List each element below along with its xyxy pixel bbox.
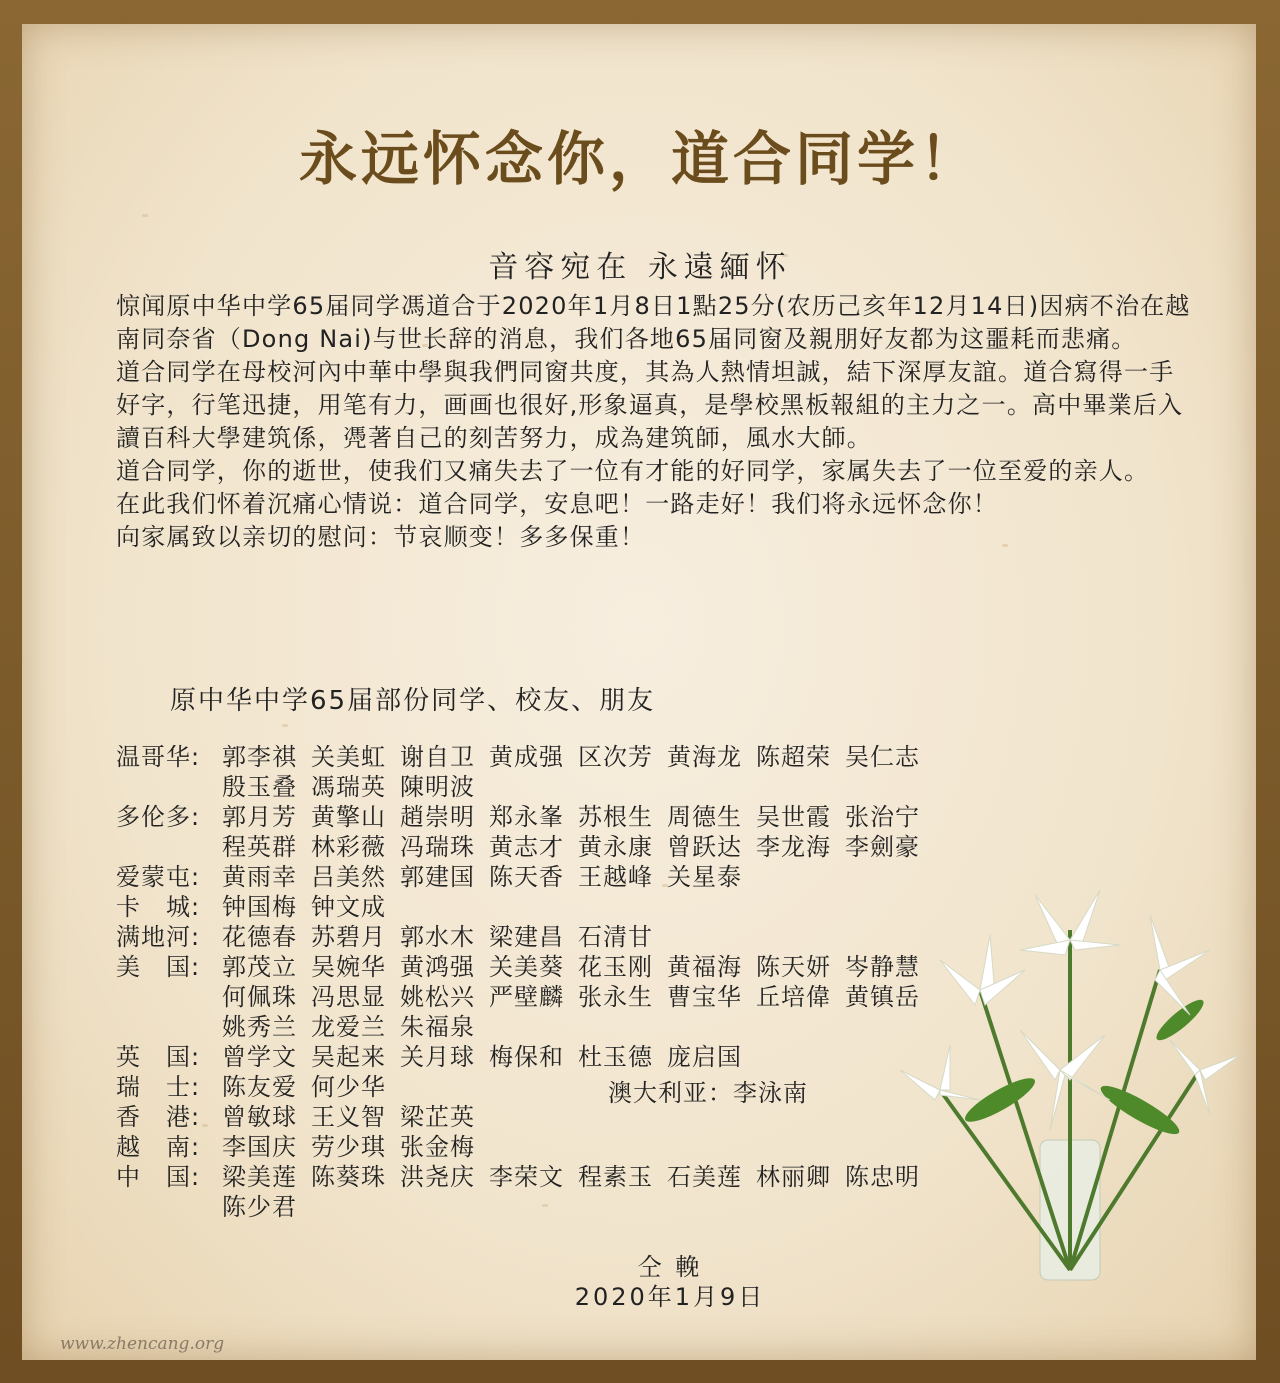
- person-name: 丘培偉: [756, 983, 831, 1011]
- name-list: [222, 952, 992, 1042]
- person-name: 陈天香: [489, 863, 564, 891]
- person-name: 程素玉: [578, 1163, 653, 1191]
- person-name: 杜玉德: [578, 1043, 653, 1071]
- person-name: 关星泰: [667, 863, 742, 891]
- person-name: 黄雨幸: [222, 863, 297, 891]
- place-label: 爱蒙屯:: [116, 863, 201, 891]
- person-name: 梁芷英: [400, 1103, 475, 1131]
- person-name: 陈友爱: [222, 1073, 297, 1101]
- person-name: 谢自卫: [400, 743, 475, 771]
- person-name: 陈超荣: [756, 743, 831, 771]
- place-label: 卡 城:: [116, 893, 201, 921]
- person-name: 林丽卿: [756, 1163, 831, 1191]
- person-name: 龙爱兰: [311, 1013, 386, 1041]
- names-row: [116, 1042, 992, 1072]
- person-name: 黄擎山: [311, 803, 386, 831]
- name-list: [222, 742, 992, 802]
- person-name: 郭月芳: [222, 803, 297, 831]
- person-name: 曾敏球: [222, 1103, 297, 1131]
- person-name: 黄福海: [667, 953, 742, 981]
- person-name: 钟文成: [311, 893, 386, 921]
- place-label: 中 国:: [116, 1163, 201, 1191]
- paragraph: 向家属致以亲切的慰问：节哀顺变！多多保重！: [116, 523, 646, 551]
- place-label: 美 国:: [116, 953, 201, 981]
- names-row: [116, 1162, 992, 1222]
- person-name: 黄镇岳: [845, 983, 920, 1011]
- place-label: 温哥华:: [116, 743, 201, 771]
- person-name: 陈忠明: [845, 1163, 920, 1191]
- name-list: [222, 922, 992, 952]
- paragraph: 在此我们怀着沉痛心情说：道合同学，安息吧！一路走好！我们将永远怀念你！: [116, 490, 998, 518]
- person-name: 林彩薇: [311, 833, 386, 861]
- person-name: 郭水木: [400, 923, 475, 951]
- person-name: 钟国梅: [222, 893, 297, 921]
- paragraph: 道合同学，你的逝世，使我们又痛失去了一位有才能的好同学，家属失去了一位至爱的亲人。: [116, 457, 1150, 485]
- watermark: www.zhencang.org: [60, 1334, 225, 1354]
- obituary-text: [116, 290, 1196, 554]
- person-name: 李国庆: [222, 1133, 297, 1161]
- person-name: 黄海龙: [667, 743, 742, 771]
- person-name: 黄永康: [578, 833, 653, 861]
- person-name: 馮瑞英: [311, 773, 386, 801]
- names-row: [116, 922, 992, 952]
- person-name: 吴婉华: [311, 953, 386, 981]
- person-name: 冯思显: [311, 983, 386, 1011]
- name-list: [222, 862, 992, 892]
- names-row: [116, 952, 992, 1042]
- place-label: 越 南:: [116, 1133, 201, 1161]
- person-name: 曾学文: [222, 1043, 297, 1071]
- closing: [560, 1252, 780, 1312]
- closing-date: 2020年1月9日: [574, 1283, 766, 1311]
- person-name: 吴起来: [311, 1043, 386, 1071]
- person-name: 陈葵珠: [311, 1163, 386, 1191]
- australia-entry: 澳大利亚：李泳南: [608, 1079, 808, 1107]
- person-name: 吴仁志: [845, 743, 920, 771]
- page-title: 永远怀念你，道合同学！: [298, 125, 981, 193]
- signed-by: 原中华中学65届部份同学、校友、朋友: [170, 686, 656, 716]
- place-label: 多伦多:: [116, 803, 201, 831]
- name-list: [222, 802, 992, 862]
- person-name: 石美莲: [667, 1163, 742, 1191]
- person-name: 李荣文: [489, 1163, 564, 1191]
- person-name: 张金梅: [400, 1133, 475, 1161]
- person-name: 吴世霞: [756, 803, 831, 831]
- person-name: 梁美莲: [222, 1163, 297, 1191]
- person-name: 陈少君: [222, 1193, 297, 1221]
- person-name: 程英群: [222, 833, 297, 861]
- place-label: 英 国:: [116, 1043, 201, 1071]
- person-name: 郑永峯: [489, 803, 564, 831]
- names-row: [116, 1132, 992, 1162]
- person-name: 曾跃达: [667, 833, 742, 861]
- names-row: [116, 742, 992, 802]
- person-name: 殷玉叠: [222, 773, 297, 801]
- person-name: 陳明波: [400, 773, 475, 801]
- closing-signoff: 仝 輓: [637, 1253, 703, 1281]
- person-name: 王越峰: [578, 863, 653, 891]
- paragraph: 惊闻原中华中学65届同学馮道合于2020年1月8日1點25分(农历己亥年12月14日)因病不治在越南同奈省（Dong Nai)与世长辞的消息，我们各地65届同窗及親朋好友都为这噩耗而悲痛。: [116, 292, 1191, 353]
- person-name: 岑静慧: [845, 953, 920, 981]
- person-name: 花玉刚: [578, 953, 653, 981]
- person-name: 姚松兴: [400, 983, 475, 1011]
- lily-vase-illustration: [880, 870, 1250, 1290]
- name-list: [222, 1102, 992, 1132]
- names-row: [116, 892, 992, 922]
- person-name: 洪尧庆: [400, 1163, 475, 1191]
- name-list: [222, 1132, 992, 1162]
- place-label: 瑞 士:: [116, 1073, 201, 1101]
- person-name: 吕美然: [311, 863, 386, 891]
- person-name: 趙崇明: [400, 803, 475, 831]
- person-name: 黄鸿强: [400, 953, 475, 981]
- name-list: [222, 1162, 992, 1222]
- person-name: 何少华: [311, 1073, 386, 1101]
- names-row: [116, 862, 992, 892]
- person-name: 张永生: [578, 983, 653, 1011]
- person-name: 花德春: [222, 923, 297, 951]
- person-name: 严壁麟: [489, 983, 564, 1011]
- name-list: [222, 1042, 992, 1072]
- person-name: 关美虹: [311, 743, 386, 771]
- person-name: 郭茂立: [222, 953, 297, 981]
- person-name: 关美葵: [489, 953, 564, 981]
- names-row: [116, 1102, 992, 1132]
- person-name: 黄志才: [489, 833, 564, 861]
- person-name: 黄成强: [489, 743, 564, 771]
- person-name: 苏碧月: [311, 923, 386, 951]
- names-list: [116, 742, 992, 1222]
- person-name: 何佩珠: [222, 983, 297, 1011]
- person-name: 关月球: [400, 1043, 475, 1071]
- paragraph: 道合同学在母校河內中華中學與我們同窗共度，其為人熱情坦誠，結下深厚友誼。道合寫得一手好字，行笔迅捷，用笔有力，画画也很好,形象逼真，是學校黑板報組的主力之一。高中畢業后入讀百科大學建筑係，凴著自己的刻苦努力，成為建筑師，風水大師。: [116, 358, 1184, 452]
- person-name: 郭李祺: [222, 743, 297, 771]
- name-list: [222, 892, 992, 922]
- person-name: 区次芳: [578, 743, 653, 771]
- names-row: [116, 1072, 992, 1102]
- person-name: 郭建国: [400, 863, 475, 891]
- person-name: 石清甘: [578, 923, 653, 951]
- person-name: 曹宝华: [667, 983, 742, 1011]
- names-row: [116, 802, 992, 862]
- name-list: [222, 1072, 992, 1102]
- person-name: 苏根生: [578, 803, 653, 831]
- place-label: 香 港:: [116, 1103, 201, 1131]
- person-name: 王义智: [311, 1103, 386, 1131]
- place-label: 满地河:: [116, 923, 201, 951]
- person-name: 梅保和: [489, 1043, 564, 1071]
- person-name: 张治宁: [845, 803, 920, 831]
- person-name: 劳少琪: [311, 1133, 386, 1161]
- person-name: 姚秀兰: [222, 1013, 297, 1041]
- person-name: 庞启国: [667, 1043, 742, 1071]
- person-name: 李龙海: [756, 833, 831, 861]
- subtitle: 音容宛在 永遠緬怀: [488, 250, 792, 285]
- person-name: 陈天妍: [756, 953, 831, 981]
- person-name: 周德生: [667, 803, 742, 831]
- person-name: 梁建昌: [489, 923, 564, 951]
- person-name: 李劍豪: [845, 833, 920, 861]
- person-name: 朱福泉: [400, 1013, 475, 1041]
- person-name: 冯瑞珠: [400, 833, 475, 861]
